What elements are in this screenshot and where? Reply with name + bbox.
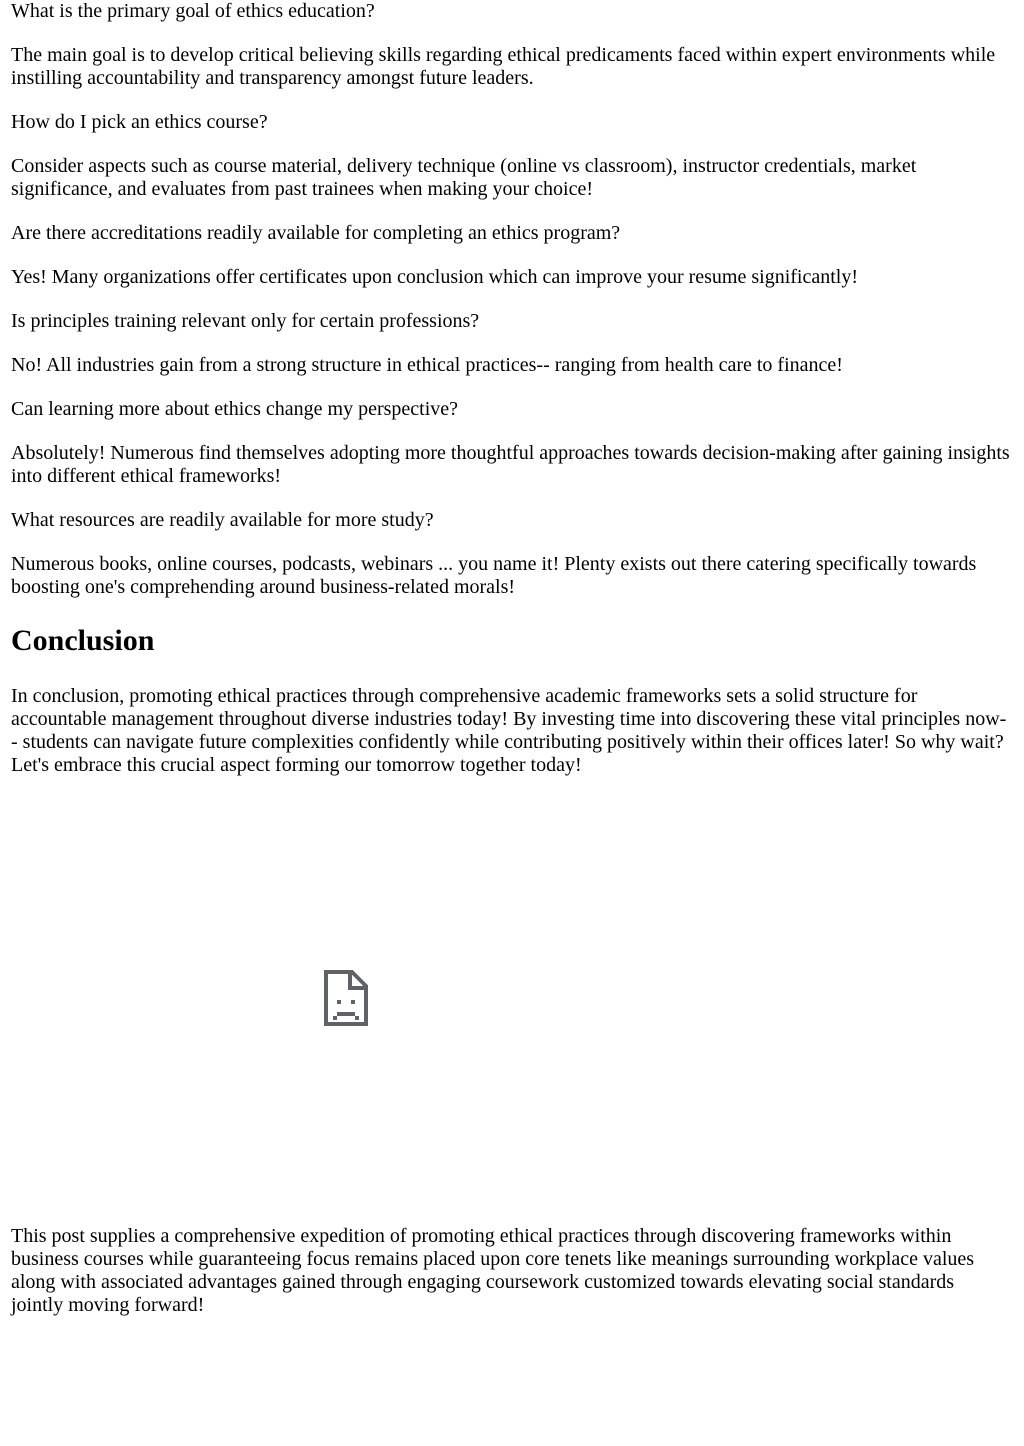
faq-answer: Numerous books, online courses, podcasts, webinars ... you name it! Plenty exists out there catering specifically towards boosting one's comprehending around business-related morals! xyxy=(11,553,977,598)
faq-question: Are there accreditations readily available for completing an ethics program? xyxy=(11,222,621,244)
faq-question: What resources are readily available for more study? xyxy=(11,509,434,531)
faq-answer: Yes! Many organizations offer certificates upon conclusion which can improve your resume significantly! xyxy=(11,266,859,288)
summary-paragraph: This post supplies a comprehensive expedition of promoting ethical practices through discovering frameworks within business courses while guaranteeing focus remains placed upon core tenets like meanings surrounding workplace values along with associated advantages gained through engaging coursework customized towards elevating social standards jointly moving forward! xyxy=(11,1225,975,1316)
conclusion-paragraph: In conclusion, promoting ethical practices through comprehensive academic frameworks sets a solid structure for accountable management throughout diverse industries today! By investing time into discovering these vital principles now-- students can navigate future complexities confidently while contributing positively within their offices later! So why wait? Let's embrace this crucial aspect forming our tomorrow together today! xyxy=(11,685,1007,776)
faq-question: How do I pick an ethics course? xyxy=(11,111,268,133)
faq-answer: No! All industries gain from a strong structure in ethical practices-- ranging from health care to finance! xyxy=(11,354,843,376)
faq-question: Can learning more about ethics change my perspective? xyxy=(11,398,459,420)
conclusion-heading: Conclusion xyxy=(11,624,155,657)
faq-answer: The main goal is to develop critical believing skills regarding ethical predicaments faced within expert environments while instilling accountability and transparency amongst future leaders. xyxy=(11,44,996,89)
faq-answer: Consider aspects such as course material, delivery technique (online vs classroom), instructor credentials, market significance, and evaluates from past trainees when making your choice! xyxy=(11,155,917,200)
faq-answer: Absolutely! Numerous find themselves adopting more thoughtful approaches towards decision-making after gaining insights into different ethical frameworks! xyxy=(11,442,1010,487)
faq-question: What is the primary goal of ethics education? xyxy=(11,0,375,22)
broken-page-icon xyxy=(324,970,368,1026)
faq-question: Is principles training relevant only for certain professions? xyxy=(11,310,480,332)
faq-list xyxy=(11,0,1011,620)
